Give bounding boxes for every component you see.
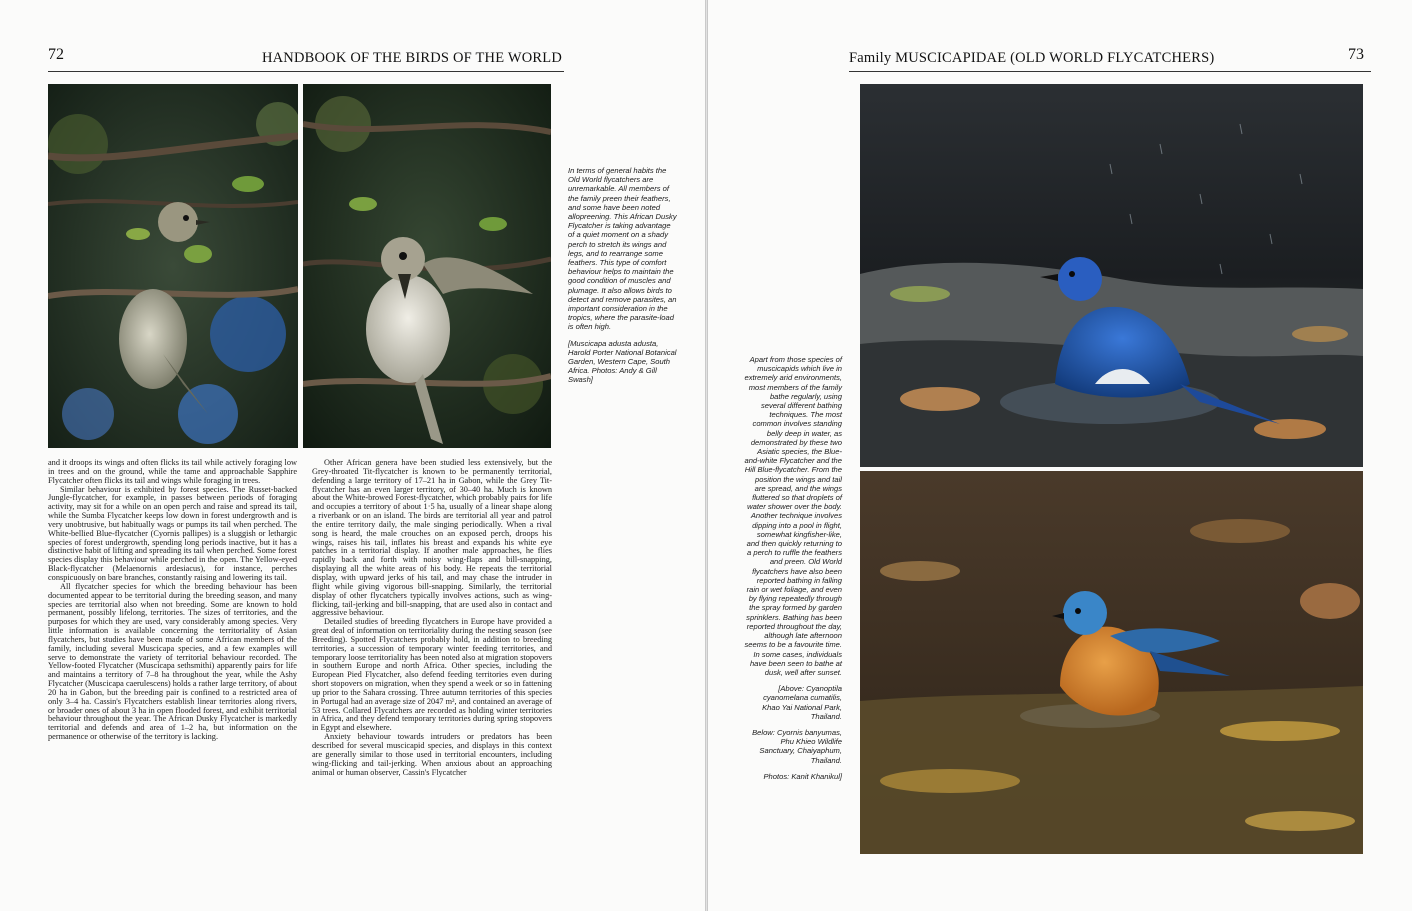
caption-text: In terms of general habits the Old World flycatchers are unremarkable. All members of the family preen their feathers, and some have been noted allopreening. This African Dusky Flycatcher is taking advantage of a quiet moment on a shady perch to stretch its wings and legs, and to rearrange some feathers. This type of comfort behaviour helps to maintain the good condition of muscles and plumage. It also allows birds to detect and remove parasites, an important consideration in the tropics, where the parasite-load is often high. <box>568 166 677 332</box>
paragraph: and it droops its wings and often flicks its tail while actively foraging low in trees and on the ground, while the tame and approachable Sapphire Flycatcher often flicks its tail and wings while foraging in trees. <box>48 459 297 485</box>
caption-credit: [Muscicapa adusta adusta, Harold Porter National Botanical Garden, Western Cape, South Africa. Photos: Andy & Gill Swash] <box>568 338 677 385</box>
photo-caption <box>744 355 842 788</box>
header-rule <box>48 71 564 72</box>
paragraph: Other African genera have been studied less extensively, but the Grey-throated Tit-flycatcher is known to be permanently territorial, defending a large territory of 17–21 ha in Gabon, while the Grey Tit-flycatcher has an even larger territory, of 30–40 ha. Much is known about the White-browed Forest-flycatcher, which probably pairs for life and occupies a territory of about 1·5 ha, usually of a linear shape along a riverbank or on an island. The birds are territorial all year and patrol the entire territory daily, the male singing periodically. When a rival song is heard, the male crouches on an exposed perch, droops his wings, raises his tail, inflates his breast and expands his white eye patches in a territorial display. If another male approaches, he flies rapidly back and forth with noisy wing-flaps and bill-snapping, displaying all the white areas of his body. He repeats the territorial display, with upward jerks of his tail, and may chase the intruder in flight while giving vigorous bill-snapping. Similarly, the territorial display of other flycatchers typically involves actions, such as wing-flicking, tail-jerking and bill-snapping, that are used also in contact and aggressive behaviour. <box>312 459 552 618</box>
caption-credit-above: [Above: Cyanoptila cyanomelana cumatilis, Khao Yai National Park, Thailand. <box>762 684 842 721</box>
caption-credit-below: Below: Cyornis banyumas, Phu Khieo Wildlife Sanctuary, Chaiyaphum, Thailand. <box>752 727 842 765</box>
photo-caption <box>568 166 678 392</box>
paragraph: Anxiety behaviour towards intruders or predators has been described for several muscicapid species, and displays in this context are generally similar to those used in territorial encounters, including wing-flicking and tail-jerking. When anxious about an approaching animal or human observer, Cassin's Flycatcher <box>312 732 552 777</box>
photo-flycatcher-perched <box>48 84 298 448</box>
page-number: 72 <box>48 46 64 63</box>
paragraph: Similar behaviour is exhibited by forest species. The Russet-backed Jungle-flycatcher, for example, in passes between periods of foraging activity, may sit for a while on an open perch and raise and spread its tail, while the Sumba Flycatcher keeps low down in forest undergrowth and is very unobtrusive, but habitually wags or pumps its tail when perched. The White-bellied Blue-flycatcher (Cyornis pallipes) is a sluggish or lethargic species of forest undergrowth, spending long periods inactive, but it has a distinctive habit of lifting and spreading its tail when perched. Some forest species display this behaviour while perched in the open. The Yellow-eyed Black-flycatcher (Melaenornis ardesiacus), for instance, perches conspicuously on bare branches, constantly raising and lowering its tail. <box>48 484 297 582</box>
photo-blue-and-white-flycatcher-bathing <box>860 84 1363 467</box>
caption-text: Apart from those species of muscicapids which live in extremely arid environments, most members of the family bathe regularly, using several different bathing techniques. The most common involves standing belly deep in water, as demonstrated by these two Asiatic species, the Blue-and-white Flycatcher and the Hill Blue-flycatcher. From the position the wings and tail are spread, and the wings fluttered so that droplets of water shower over the body. Another technique involves dipping into a pool in flight, somewhat kingfisher-like, and then quickly returning to a perch to ruffle the feathers and preen. Old World flycatchers have also been reported bathing in falling rain or wet foliage, and even by flying repeatedly through the spray formed by garden sprinklers. Bathing has been reported throughout the day, although late afternoon seems to be a favourite time. In some cases, individuals have been seen to bathe at dusk, well after sunset. <box>744 355 842 677</box>
text-column-2 <box>312 459 552 851</box>
page-number: 73 <box>1348 46 1364 63</box>
right-page <box>707 0 1412 911</box>
photo-hill-blue-flycatcher-bathing <box>860 471 1363 854</box>
paragraph: All flycatcher species for which the breeding behaviour has been documented appear to be territorial during the breeding season, and many species are territorial also when not breeding. Some are known to hold permanent, possibly lifelong, territories. The sizes of territories, and the purposes for which they are used, vary considerably among species. Very little information is available concerning the territoriality of Asian flycatchers, but studies have been made of some African members of the family, including several Muscicapa species, and a few examples will serve to demonstrate the variety of territorial behaviour recorded. The Yellow-footed Flycatcher (Muscicapa sethsmithi) apparently pairs for life and maintains a territory of 7–8 ha throughout the year, while the Ashy Flycatcher (Muscicapa caerulescens) holds a rather large territory, of about 20 ha in Gabon, but the breeding pair is confined to a restricted area of only 3–4 ha. Cassin's Flycatchers establish linear territories along rivers, or broader ones of about 3 ha in open flooded forest, and exhibit territorial behaviour throughout the year. The African Dusky Flycatcher is markedly territorial and defends and area of 1–2 ha, but information on the permanence or otherwise of the territory is lacking. <box>48 581 297 742</box>
caption-credit-photos: Photos: Kanit Khanikul] <box>763 771 842 781</box>
text-column-1 <box>48 459 297 851</box>
header-rule <box>849 71 1371 72</box>
paragraph: Detailed studies of breeding flycatchers in Europe have provided a great deal of information on territoriality during the nesting season (see Breeding). Spotted Flycatchers probably hold, in addition to breeding territories, a succession of temporary winter feeding territories, and temporary loose territoriality has been noted also at migration stopovers in southern Europe and north Africa. Other species, including the European Pied Flycatcher, also defend feeding territories even during short stopovers on migration, when they spend a week or so in fattening up prior to the Sahara crossing. Three autumn territories of this species in Portugal had an average size of 2047 m², and contained an average of 53 trees. Collared Flycatchers are recorded as holding winter territories in Africa, and they defend temporary territories during spring stopovers in Egypt and elsewhere. <box>312 617 552 733</box>
photo-flycatcher-stretching <box>303 84 551 448</box>
running-head: HANDBOOK OF THE BIRDS OF THE WORLD <box>261 50 562 66</box>
running-head: Family MUSCICAPIDAE (OLD WORLD FLYCATCHERS) <box>849 50 1215 66</box>
